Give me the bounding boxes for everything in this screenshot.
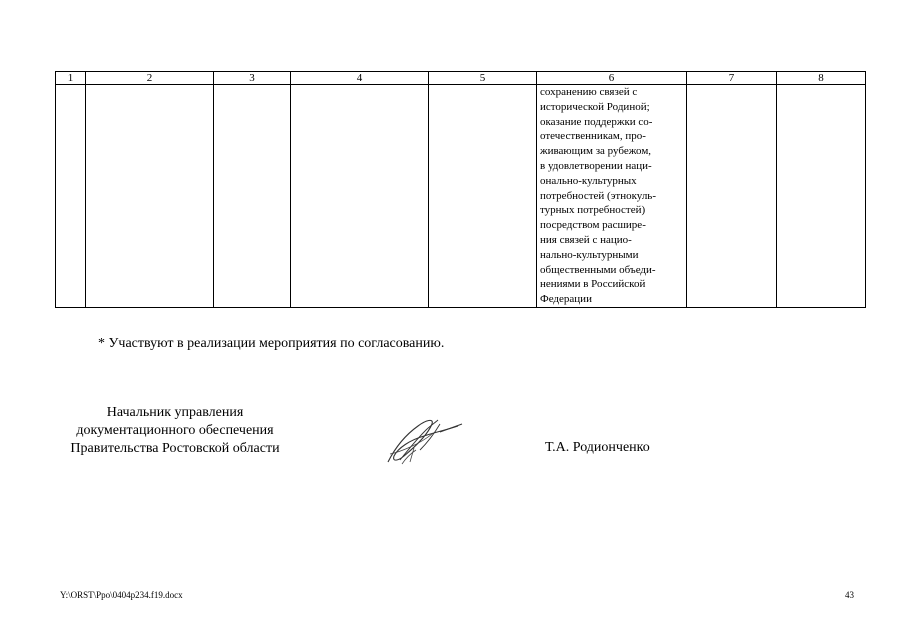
table-cell-5	[429, 85, 537, 308]
table-cell-7	[687, 85, 777, 308]
signer-position: Начальник управления документационного обеспечения Правительства Ростовской области	[70, 405, 280, 456]
column-header-3: 3	[214, 72, 291, 85]
table-cell-8	[777, 85, 866, 308]
page-number: 43	[845, 590, 854, 600]
column-header-2: 2	[86, 72, 214, 85]
handwritten-signature-icon	[380, 410, 470, 470]
table-cell-3	[214, 85, 291, 308]
column-header-8: 8	[777, 72, 866, 85]
column-header-5: 5	[429, 72, 537, 85]
table-cell-6-description: сохранению связей с исторической Родиной; оказание поддержки со- отечественникам, про- живающим за рубежом, в удовлетворении наци- онально-культурных потребностей (этнокуль- турных потребностей) посредством расшире- ния связей с нацио- нально-культурными общественными объеди- нениями в Российской Федерации	[537, 85, 687, 308]
column-header-1: 1	[56, 72, 86, 85]
table-cell-1	[56, 85, 86, 308]
table-cell-2	[86, 85, 214, 308]
table-row	[56, 85, 866, 308]
column-header-7: 7	[687, 72, 777, 85]
footer-file-path: Y:\ORST\Ppo\0404p234.f19.docx	[60, 590, 183, 600]
column-header-4: 4	[291, 72, 429, 85]
table-cell-4	[291, 85, 429, 308]
signer-name: Т.А. Родионченко	[545, 440, 650, 455]
column-header-6: 6	[537, 72, 687, 85]
table-header-row	[56, 72, 866, 85]
measures-table	[55, 71, 866, 308]
footnote: * Участвуют в реализации мероприятия по согласованию.	[98, 336, 445, 351]
